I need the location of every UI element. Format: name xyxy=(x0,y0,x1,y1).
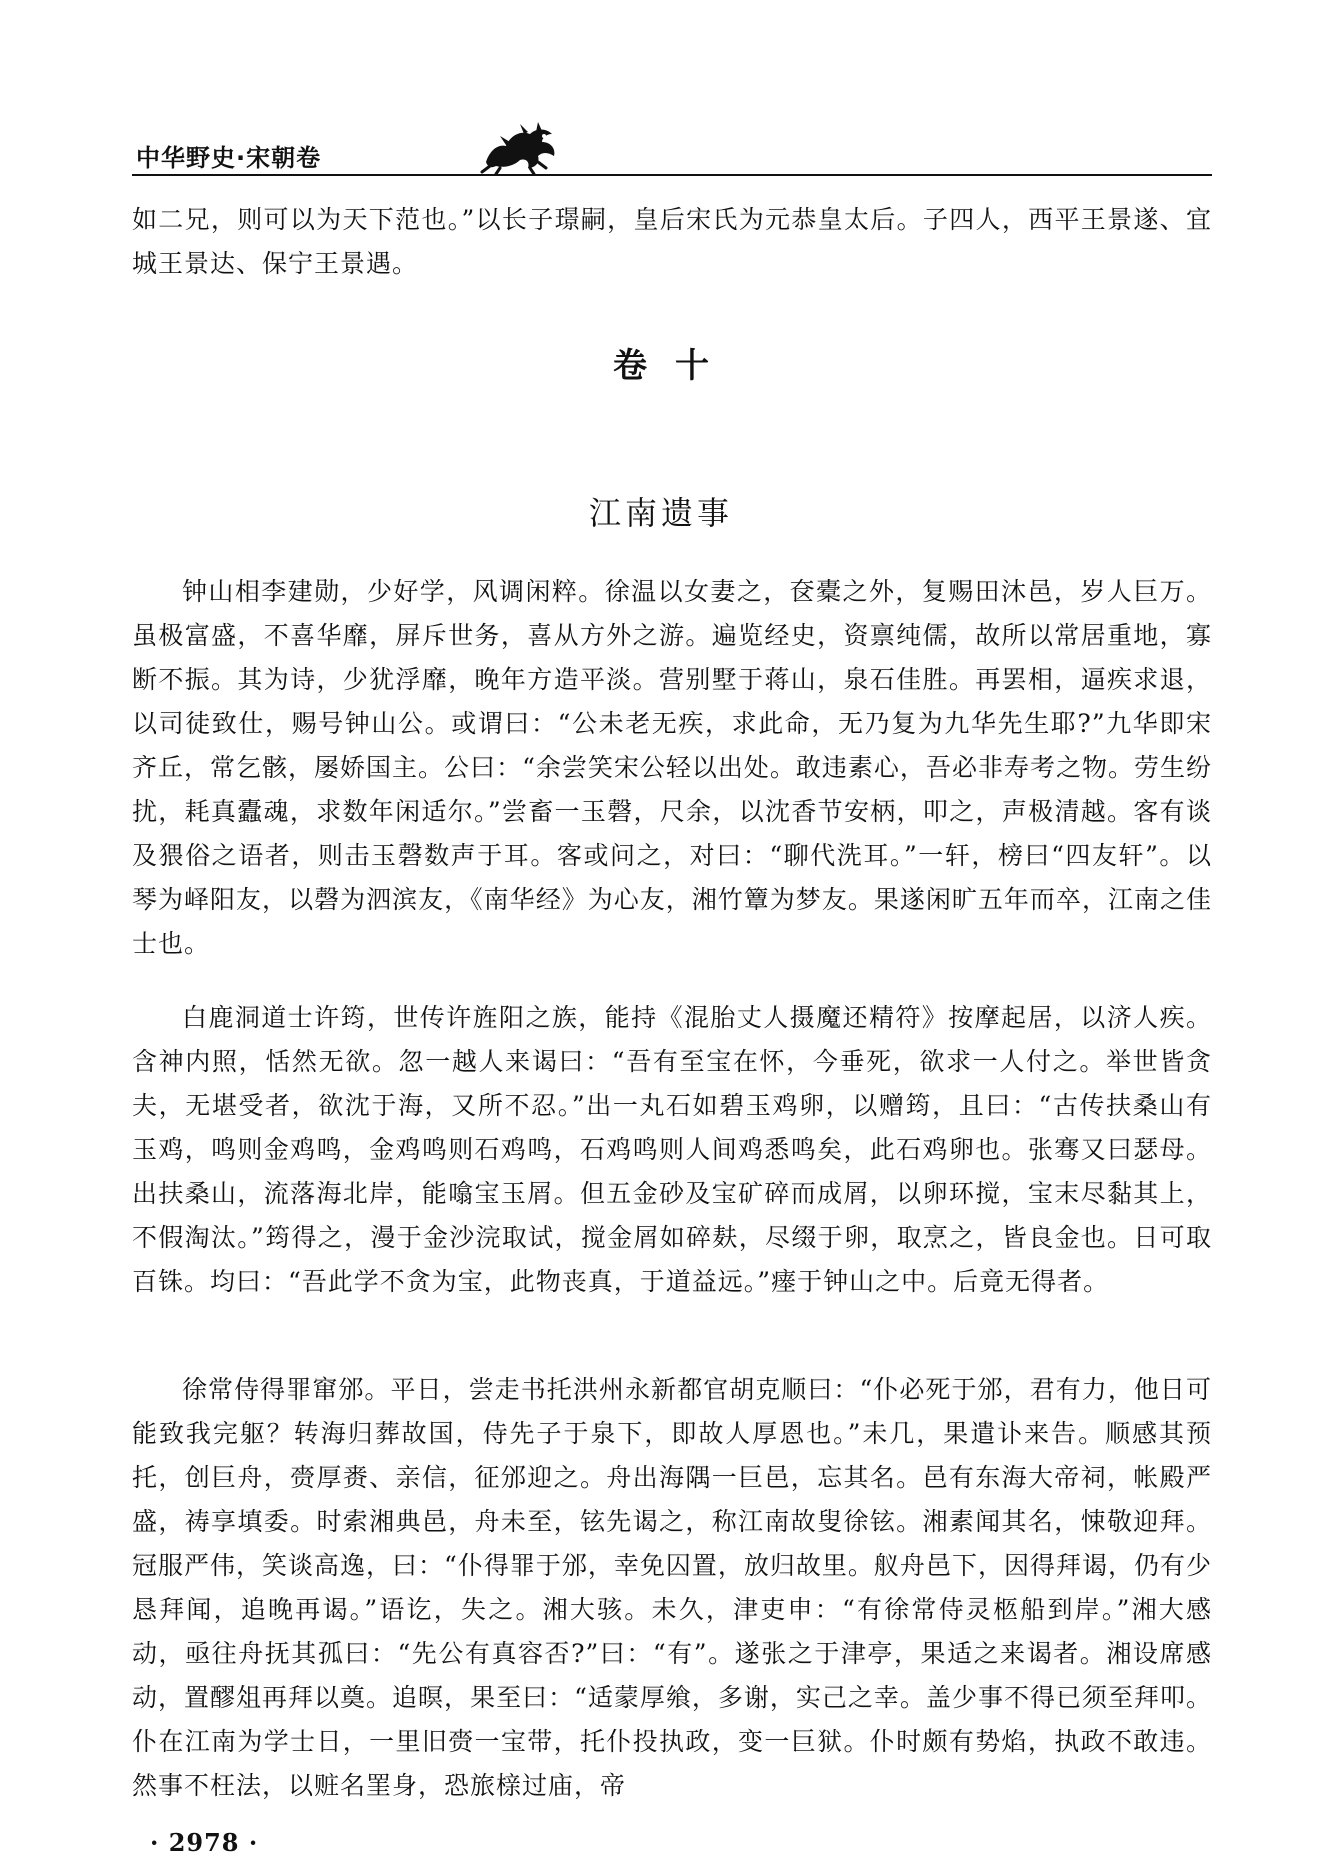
paragraph-xu-changshi: 徐常侍得罪窜邠。平日，尝走书托洪州永新都官胡克顺曰：“仆必死于邠，君有力，他日可能致我完躯？转海归葬故国，侍先子于泉下，即故人厚恩也。”未几，果遣讣来告。顺感其预托，创巨舟，赍厚赉、亲信，征邠迎之。舟出海隅一巨邑，忘其名。邑有东海大帝祠，帐殿严盛，祷享填委。时索湘典邑，舟未至，铉先谒之，称江南故叟徐铉。湘素闻其名，悚敬迎拜。冠服严伟，笑谈高逸，曰：“仆得罪于邠，幸免囚置，放归故里。舣舟邑下，因得拜谒，仍有少恳拜闻，追晚再谒。”语讫，失之。湘大骇。未久，津吏申：“有徐常侍灵柩船到岸。”湘大感动，亟往舟抚其孤曰：“先公有真容否?”曰：“有”。遂张之于津亭，果适之来谒者。湘设席感动，置醪俎再拜以奠。追暝，果至曰：“适蒙厚飨，多谢，实己之幸。盖少事不得已须至拜叩。仆在江南为学士日，一里旧赍一宝带，托仆投执政，变一巨狱。仆时颇有势焰，执政不敢违。然事不枉法，以赃名罣身，恐旅榇过庙，帝 xyxy=(132,1375,1212,1800)
running-header xyxy=(132,132,1212,172)
paragraph-li-jianxun: 钟山相李建勋，少好学，风调闲粹。徐温以女妻之，奁橐之外，复赐田沐邑，岁人巨万。虽极富盛，不喜华靡，屏斥世务，喜从方外之游。遍览经史，资禀纯儒，故所以常居重地，寡断不振。其为诗，少犹浮靡，晚年方造平淡。营别墅于蒋山，泉石佳胜。再罢相，逼疾求退，以司徒致仕，赐号钟山公。或谓曰：“公未老无疾，求此命，无乃复为九华先生耶?”九华即宋齐丘，常乞骸，屡娇国主。公曰：“余尝笑宋公轻以出处。敢违素心，吾必非寿考之物。劳生纷扰，耗真蠹魂，求数年闲适尔。”尝畜一玉磬，尺余，以沈香节安柄，叩之，声极清越。客有谈及猥俗之语者，则击玉磬数声于耳。客或问之，对曰：“聊代洗耳。”一轩，榜曰“四友轩”。以琴为峄阳友，以磬为泗滨友，《南华经》为心友，湘竹簟为梦友。果遂闲旷五年而卒，江南之佳士也。 xyxy=(132,577,1212,958)
running-title: 中华野史·宋朝卷 xyxy=(136,144,322,172)
header-rule xyxy=(132,174,1212,176)
section-title: 江南遗事 xyxy=(588,494,733,532)
dragon-emblem-icon xyxy=(480,122,560,174)
page-number: · 2978 · xyxy=(150,1828,259,1857)
continuation-paragraph: 如二兄，则可以为天下范也。”以长子璟嗣，皇后宋氏为元恭皇太后。子四人，西平王景遂、宜城王景达、保宁王景遇。 xyxy=(132,205,1212,278)
paragraph-xu-yun: 白鹿洞道士许筠，世传许旌阳之族，能持《混胎丈人摄魔还精符》按摩起居，以济人疾。含神内照，恬然无欲。忽一越人来谒曰：“吾有至宝在怀，今垂死，欲求一人付之。举世皆贪夫，无堪受者，欲沈于海，又所不忍。”出一丸石如碧玉鸡卵，以赠筠，且曰：“古传扶桑山有玉鸡，鸣则金鸡鸣，金鸡鸣则石鸡鸣，石鸡鸣则人间鸡悉鸣矣，此石鸡卵也。张骞又曰瑟母。出扶桑山，流落海北岸，能噏宝玉屑。但五金砂及宝矿碎而成屑，以卵环搅，宝末尽黏其上，不假淘汰。”筠得之，漫于金沙浣取试，搅金屑如碎麸，尽缀于卵，取烹之，皆良金也。日可取百铢。均曰：“吾此学不贪为宝，此物丧真，于道益远。”瘗于钟山之中。后竟无得者。 xyxy=(132,1003,1212,1296)
volume-title: 卷十 xyxy=(613,346,737,386)
